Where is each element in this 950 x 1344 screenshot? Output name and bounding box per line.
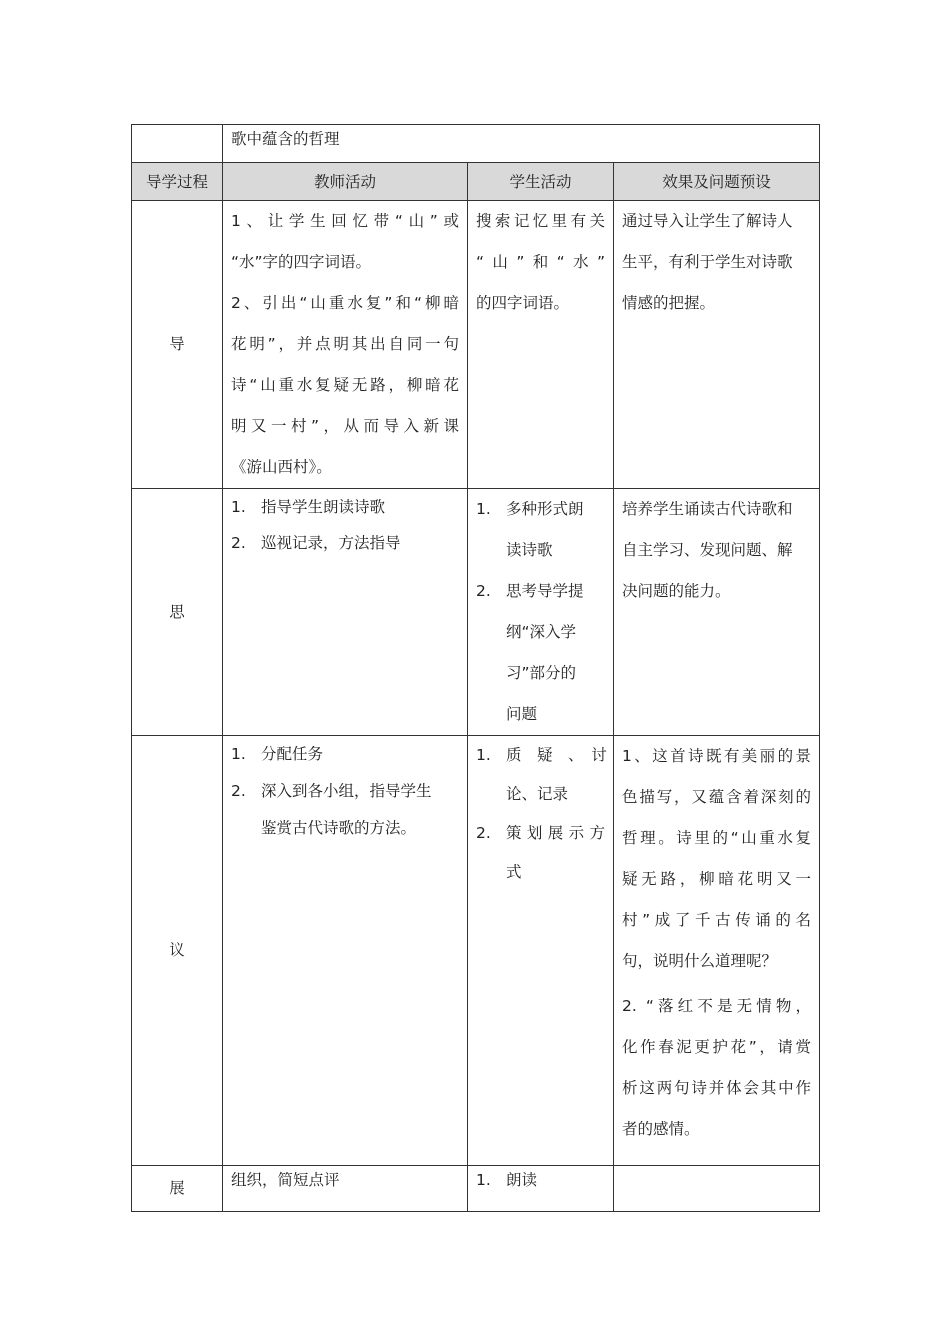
- effect-line: 化作春泥更护花”，请赏: [622, 1038, 812, 1056]
- effect-line: 句，说明什么道理呢？: [622, 952, 778, 970]
- empty-stage-cell: [132, 125, 223, 163]
- stage-row-si: [132, 489, 820, 736]
- list-item: [476, 489, 605, 530]
- list-text: 分配任务: [261, 745, 324, 763]
- effect-line: 村”成了千古传诵的名: [622, 911, 812, 929]
- effect-line: 哲理。诗里的“山重水复: [622, 829, 812, 847]
- list-number: 2.: [476, 824, 491, 842]
- teacher-activity-cell: [223, 201, 468, 489]
- header-row: [132, 163, 820, 201]
- continuation-text: 歌中蕴含的哲理: [223, 125, 820, 163]
- list-continuation: 论、记录: [506, 785, 569, 803]
- teacher-line: 诗“山重水复疑无路，柳暗花: [231, 376, 459, 394]
- list-number: 1.: [231, 745, 246, 763]
- teacher-activity-cell: [223, 736, 468, 1166]
- effect-line: 自主学习、发现问题、解: [622, 541, 793, 559]
- list-item: [231, 489, 459, 525]
- list-number: 1.: [476, 746, 491, 764]
- list-text: 质 疑 、 讨: [506, 746, 607, 764]
- list-text: 朗读: [506, 1171, 538, 1189]
- header-teacher: 教师活动: [223, 163, 468, 201]
- teacher-line: 1、让学生回忆带“山”或: [231, 212, 459, 230]
- effect-line: 生平，有利于学生对诗歌: [622, 253, 793, 271]
- list-continuation: 鉴赏古代诗歌的方法。: [261, 819, 417, 837]
- teacher-line: 花明”，并点明其出自同一句: [231, 335, 459, 353]
- effect-line: 疑无路，柳暗花明又一: [622, 870, 812, 888]
- list-number: 1.: [476, 1171, 491, 1189]
- list-number: 2.: [231, 782, 246, 800]
- effect-line: 培养学生诵读古代诗歌和: [622, 500, 793, 518]
- teacher-activity-cell: [223, 489, 468, 736]
- effect-line: 决问题的能力。: [622, 582, 731, 600]
- list-item: [476, 736, 605, 775]
- list-text: 策划展示方: [506, 824, 605, 842]
- list-number: 1.: [231, 498, 246, 516]
- teacher-activity-cell: [223, 1166, 468, 1212]
- header-student: 学生活动: [468, 163, 614, 201]
- effect-cell: [614, 489, 820, 736]
- effect-line: 者的感情。: [622, 1120, 700, 1138]
- list-continuation: 习”部分的: [506, 664, 577, 682]
- stage-row-dao: [132, 201, 820, 489]
- teacher-line: 明又一村”，从而导入新课: [231, 417, 459, 435]
- stage-row-zhan: [132, 1166, 820, 1212]
- effect-cell: [614, 201, 820, 489]
- header-process: 导学过程: [132, 163, 223, 201]
- effect-cell: [614, 1166, 820, 1212]
- student-line: “山”和“水”: [476, 253, 605, 271]
- effect-line: 通过导入让学生了解诗人: [622, 212, 793, 230]
- list-continuation: 问题: [506, 705, 538, 723]
- list-continuation: 纲“深入学: [506, 623, 577, 641]
- list-text: 思考导学提: [506, 582, 584, 600]
- effect-line: 析这两句诗并体会其中作: [622, 1079, 812, 1097]
- list-number: 1.: [476, 500, 491, 518]
- stage-label: 展: [132, 1166, 223, 1212]
- list-item: [231, 736, 459, 773]
- list-item: [231, 773, 459, 810]
- lesson-plan-table: [131, 124, 820, 1212]
- effect-cell: [614, 736, 820, 1166]
- list-item: [476, 1166, 605, 1194]
- stage-label: 导: [132, 201, 223, 489]
- teacher-line: 组织，简短点评: [231, 1171, 340, 1189]
- header-effect: 效果及问题预设: [614, 163, 820, 201]
- teacher-line: “水”字的四字词语。: [231, 253, 372, 271]
- list-continuation: 读诗歌: [506, 541, 553, 559]
- student-line: 的四字词语。: [476, 294, 570, 312]
- student-activity-cell: [468, 201, 614, 489]
- list-text: 指导学生朗读诗歌: [261, 498, 386, 516]
- student-activity-cell: [468, 736, 614, 1166]
- stage-label: 思: [132, 489, 223, 736]
- effect-line: 情感的把握。: [622, 294, 716, 312]
- student-line: 搜索记忆里有关: [476, 212, 605, 230]
- effect-line: 色描写，又蕴含着深刻的: [622, 788, 812, 806]
- continuation-row: [132, 125, 820, 163]
- teacher-line: 2、引出“山重水复”和“柳暗: [231, 294, 459, 312]
- list-item: [476, 571, 605, 612]
- list-text: 深入到各小组，指导学生: [261, 782, 432, 800]
- list-number: 2.: [476, 582, 491, 600]
- stage-label: 议: [132, 736, 223, 1166]
- list-item: [231, 525, 459, 561]
- effect-line: 2. “落红不是无情物，: [622, 997, 812, 1015]
- teacher-line: 《游山西村》。: [231, 458, 332, 476]
- list-number: 2.: [231, 534, 246, 552]
- stage-row-yi: [132, 736, 820, 1166]
- list-text: 多种形式朗: [506, 500, 584, 518]
- student-activity-cell: [468, 1166, 614, 1212]
- list-text: 巡视记录，方法指导: [261, 534, 401, 552]
- list-item: [476, 814, 605, 853]
- list-continuation: 式: [506, 863, 522, 881]
- student-activity-cell: [468, 489, 614, 736]
- effect-line: 1、这首诗既有美丽的景: [622, 747, 812, 765]
